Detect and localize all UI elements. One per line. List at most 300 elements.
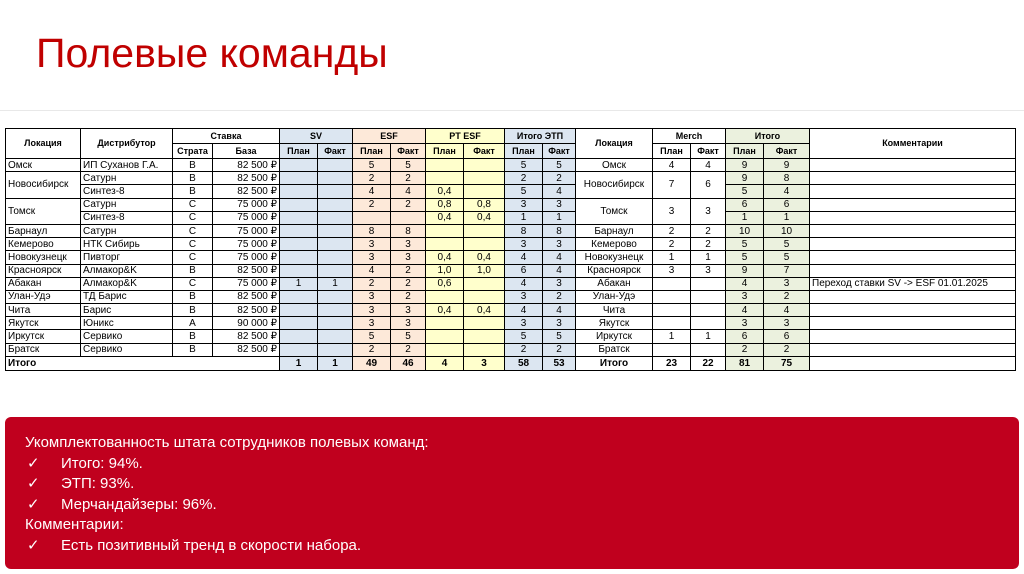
cell-location: Братск	[6, 343, 81, 356]
cell-merch-fact: 6	[691, 172, 726, 198]
banner-item-text: Мерчандайзеры: 96%.	[61, 495, 217, 513]
cell-pt-plan	[426, 317, 464, 330]
cell-merch-plan: 1	[653, 330, 691, 343]
cell-etp-plan: 8	[505, 224, 543, 237]
cell-base: 82 500 ₽	[213, 304, 280, 317]
header-etp-plan: План	[505, 144, 543, 159]
cell-strata: B	[173, 290, 213, 303]
cell-total-plan: 9	[726, 159, 764, 172]
cell-merch-plan: 3	[653, 198, 691, 224]
cell-location: Кемерово	[6, 238, 81, 251]
cell-total-fact: 2	[764, 290, 810, 303]
cell-pt-plan: 0,4	[426, 304, 464, 317]
cell-sv-plan	[280, 238, 318, 251]
header-location: Локация	[6, 129, 81, 159]
totals-esf-plan: 49	[353, 356, 391, 370]
cell-comment	[810, 251, 1016, 264]
cell-location-2: Абакан	[576, 277, 653, 290]
cell-total-plan: 2	[726, 343, 764, 356]
cell-strata: C	[173, 198, 213, 211]
cell-esf-fact: 4	[391, 185, 426, 198]
cell-total-plan: 5	[726, 251, 764, 264]
cell-distributor: Сатурн	[81, 198, 173, 211]
cell-pt-plan	[426, 330, 464, 343]
cell-merch-plan: 4	[653, 159, 691, 172]
checkmark-icon: ✓	[27, 475, 40, 492]
cell-etp-plan: 2	[505, 172, 543, 185]
cell-merch-fact	[691, 304, 726, 317]
cell-base: 82 500 ₽	[213, 290, 280, 303]
cell-distributor: Синтез-8	[81, 211, 173, 224]
cell-etp-plan: 4	[505, 304, 543, 317]
cell-merch-fact	[691, 317, 726, 330]
cell-location: Барнаул	[6, 224, 81, 237]
cell-pt-plan: 0,8	[426, 198, 464, 211]
cell-total-fact: 5	[764, 238, 810, 251]
cell-esf-fact	[391, 211, 426, 224]
cell-total-fact: 3	[764, 277, 810, 290]
cell-esf-fact: 2	[391, 172, 426, 185]
cell-distributor: Сатурн	[81, 172, 173, 185]
cell-distributor: НТК Сибирь	[81, 238, 173, 251]
cell-distributor: Алмакор&K	[81, 264, 173, 277]
cell-sv-plan: 1	[280, 277, 318, 290]
cell-esf-plan: 3	[353, 304, 391, 317]
cell-distributor: Сервико	[81, 330, 173, 343]
cell-esf-fact: 3	[391, 238, 426, 251]
cell-total-fact: 4	[764, 304, 810, 317]
cell-sv-plan	[280, 159, 318, 172]
cell-etp-fact: 2	[543, 290, 576, 303]
cell-base: 82 500 ₽	[213, 330, 280, 343]
cell-esf-plan	[353, 211, 391, 224]
cell-merch-plan	[653, 317, 691, 330]
table-row	[6, 251, 1016, 264]
cell-base: 75 000 ₽	[213, 198, 280, 211]
table-row	[6, 343, 1016, 356]
cell-distributor: ТД Барис	[81, 290, 173, 303]
cell-esf-fact: 2	[391, 198, 426, 211]
cell-sv-fact	[318, 198, 353, 211]
cell-total-plan: 6	[726, 198, 764, 211]
cell-merch-plan: 3	[653, 264, 691, 277]
totals-row	[6, 356, 1016, 370]
header-merch-fact: Факт	[691, 144, 726, 159]
cell-location: Новокузнецк	[6, 251, 81, 264]
totals-total-plan: 81	[726, 356, 764, 370]
cell-pt-plan	[426, 343, 464, 356]
cell-location: Новосибирск	[6, 172, 81, 198]
cell-sv-fact	[318, 224, 353, 237]
cell-total-fact: 6	[764, 330, 810, 343]
cell-distributor: Сатурн	[81, 224, 173, 237]
cell-total-fact: 2	[764, 343, 810, 356]
cell-merch-fact: 3	[691, 264, 726, 277]
cell-pt-fact	[464, 185, 505, 198]
cell-esf-plan: 5	[353, 159, 391, 172]
cell-sv-fact	[318, 317, 353, 330]
cell-location: Абакан	[6, 277, 81, 290]
cell-distributor: ИП Суханов Г.А.	[81, 159, 173, 172]
table-row	[6, 159, 1016, 172]
cell-strata: C	[173, 277, 213, 290]
cell-distributor: Алмакор&K	[81, 277, 173, 290]
header-pt-esf: PT ESF	[426, 129, 505, 144]
header-esf-fact: Факт	[391, 144, 426, 159]
cell-sv-fact	[318, 264, 353, 277]
cell-comment	[810, 304, 1016, 317]
cell-sv-plan	[280, 317, 318, 330]
cell-esf-fact: 3	[391, 317, 426, 330]
cell-pt-fact: 0,4	[464, 304, 505, 317]
checkmark-icon: ✓	[27, 536, 40, 554]
cell-pt-fact	[464, 317, 505, 330]
cell-pt-fact: 0,4	[464, 211, 505, 224]
cell-pt-plan: 0,4	[426, 185, 464, 198]
cell-total-plan: 3	[726, 290, 764, 303]
page-title: Полевые команды	[36, 30, 388, 76]
cell-comment	[810, 290, 1016, 303]
cell-base: 75 000 ₽	[213, 224, 280, 237]
header-base: База	[213, 144, 280, 159]
cell-merch-fact: 1	[691, 330, 726, 343]
cell-location-2: Барнаул	[576, 224, 653, 237]
table-row	[6, 264, 1016, 277]
cell-esf-plan: 3	[353, 290, 391, 303]
cell-distributor: Юникс	[81, 317, 173, 330]
cell-pt-fact: 0,4	[464, 251, 505, 264]
totals-total-fact: 75	[764, 356, 810, 370]
cell-esf-plan: 2	[353, 343, 391, 356]
cell-pt-fact	[464, 330, 505, 343]
cell-etp-fact: 3	[543, 198, 576, 211]
cell-strata: C	[173, 238, 213, 251]
cell-location-2: Красноярск	[576, 264, 653, 277]
cell-strata: B	[173, 304, 213, 317]
cell-total-fact: 6	[764, 198, 810, 211]
cell-merch-plan	[653, 304, 691, 317]
cell-merch-plan: 2	[653, 224, 691, 237]
cell-pt-plan	[426, 172, 464, 185]
header-sv: SV	[280, 129, 353, 144]
cell-etp-plan: 2	[505, 343, 543, 356]
table-row	[6, 330, 1016, 343]
cell-pt-plan	[426, 290, 464, 303]
cell-base: 82 500 ₽	[213, 264, 280, 277]
cell-etp-plan: 5	[505, 159, 543, 172]
table-row	[6, 185, 1016, 198]
totals-sv-fact: 1	[318, 356, 353, 370]
cell-comment	[810, 330, 1016, 343]
cell-total-plan: 5	[726, 238, 764, 251]
cell-distributor: Сервико	[81, 343, 173, 356]
table-row	[6, 317, 1016, 330]
cell-location: Улан-Удэ	[6, 290, 81, 303]
cell-location-2: Омск	[576, 159, 653, 172]
header-total: Итого	[726, 129, 810, 144]
cell-comment: Переход ставки SV -> ESF 01.01.2025	[810, 277, 1016, 290]
banner-comment-text: Есть позитивный тренд в скорости набора.	[61, 536, 362, 554]
cell-strata: B	[173, 343, 213, 356]
cell-pt-fact	[464, 238, 505, 251]
cell-pt-plan: 0,6	[426, 277, 464, 290]
cell-total-plan: 9	[726, 172, 764, 185]
cell-strata: A	[173, 317, 213, 330]
cell-base: 75 000 ₽	[213, 238, 280, 251]
banner-comment	[25, 536, 1019, 557]
cell-etp-fact: 4	[543, 251, 576, 264]
cell-base: 75 000 ₽	[213, 251, 280, 264]
cell-sv-plan	[280, 224, 318, 237]
banner-item	[25, 454, 1019, 475]
table-row	[6, 290, 1016, 303]
cell-sv-fact	[318, 185, 353, 198]
cell-etp-plan: 3	[505, 290, 543, 303]
cell-etp-fact: 3	[543, 317, 576, 330]
cell-etp-plan: 3	[505, 238, 543, 251]
cell-esf-plan: 3	[353, 251, 391, 264]
cell-esf-fact: 2	[391, 277, 426, 290]
cell-comment	[810, 317, 1016, 330]
cell-pt-fact	[464, 172, 505, 185]
table-row	[6, 224, 1016, 237]
cell-location: Омск	[6, 159, 81, 172]
cell-esf-plan: 2	[353, 172, 391, 185]
cell-pt-fact	[464, 224, 505, 237]
cell-total-fact: 9	[764, 159, 810, 172]
cell-esf-plan: 8	[353, 224, 391, 237]
cell-location: Томск	[6, 198, 81, 224]
cell-merch-fact: 1	[691, 251, 726, 264]
cell-pt-plan	[426, 224, 464, 237]
cell-comment	[810, 159, 1016, 172]
table-row	[6, 277, 1016, 290]
cell-merch-plan	[653, 277, 691, 290]
cell-etp-fact: 8	[543, 224, 576, 237]
header-pt-plan: План	[426, 144, 464, 159]
cell-sv-fact	[318, 330, 353, 343]
cell-esf-plan: 4	[353, 185, 391, 198]
header-total-plan: План	[726, 144, 764, 159]
header-etp-fact: Факт	[543, 144, 576, 159]
cell-total-plan: 6	[726, 330, 764, 343]
cell-strata: C	[173, 224, 213, 237]
cell-base: 90 000 ₽	[213, 317, 280, 330]
cell-strata: B	[173, 185, 213, 198]
cell-location: Якутск	[6, 317, 81, 330]
cell-base: 82 500 ₽	[213, 159, 280, 172]
cell-etp-plan: 1	[505, 211, 543, 224]
totals-pt-plan: 4	[426, 356, 464, 370]
totals-merch-fact: 22	[691, 356, 726, 370]
cell-etp-fact: 4	[543, 264, 576, 277]
header-esf-plan: План	[353, 144, 391, 159]
totals-comment	[810, 356, 1016, 370]
cell-sv-plan	[280, 330, 318, 343]
cell-etp-plan: 5	[505, 330, 543, 343]
header-distributor: Дистрибутор	[81, 129, 173, 159]
cell-base: 82 500 ₽	[213, 172, 280, 185]
cell-esf-fact: 8	[391, 224, 426, 237]
cell-base: 82 500 ₽	[213, 343, 280, 356]
cell-merch-plan	[653, 343, 691, 356]
cell-pt-plan	[426, 238, 464, 251]
cell-merch-plan: 7	[653, 172, 691, 198]
cell-etp-fact: 5	[543, 330, 576, 343]
cell-sv-fact	[318, 211, 353, 224]
cell-merch-fact: 2	[691, 238, 726, 251]
cell-base: 75 000 ₽	[213, 211, 280, 224]
header-sv-fact: Факт	[318, 144, 353, 159]
cell-total-fact: 3	[764, 317, 810, 330]
cell-etp-plan: 4	[505, 251, 543, 264]
table-row	[6, 198, 1016, 211]
cell-pt-plan: 0,4	[426, 211, 464, 224]
table-row	[6, 238, 1016, 251]
title-divider	[0, 110, 1024, 111]
totals-pt-fact: 3	[464, 356, 505, 370]
cell-sv-fact	[318, 343, 353, 356]
cell-sv-fact: 1	[318, 277, 353, 290]
cell-base: 82 500 ₽	[213, 185, 280, 198]
cell-comment	[810, 264, 1016, 277]
cell-merch-fact	[691, 277, 726, 290]
banner-comments-heading: Комментарии:	[25, 516, 124, 533]
cell-esf-plan: 2	[353, 277, 391, 290]
cell-esf-plan: 3	[353, 238, 391, 251]
banner-item	[25, 474, 1019, 495]
header-strata: Страта	[173, 144, 213, 159]
field-teams-table	[5, 128, 1016, 371]
cell-merch-fact: 4	[691, 159, 726, 172]
cell-esf-fact: 5	[391, 330, 426, 343]
cell-sv-fact	[318, 304, 353, 317]
cell-location: Чита	[6, 304, 81, 317]
cell-location-2: Новокузнецк	[576, 251, 653, 264]
header-comments: Комментарии	[810, 129, 1016, 159]
header-total-fact: Факт	[764, 144, 810, 159]
cell-pt-fact: 1,0	[464, 264, 505, 277]
cell-strata: B	[173, 264, 213, 277]
cell-etp-plan: 4	[505, 277, 543, 290]
cell-merch-fact	[691, 343, 726, 356]
cell-total-plan: 1	[726, 211, 764, 224]
cell-total-plan: 10	[726, 224, 764, 237]
cell-sv-plan	[280, 185, 318, 198]
cell-sv-fact	[318, 251, 353, 264]
cell-sv-fact	[318, 172, 353, 185]
cell-comment	[810, 172, 1016, 185]
cell-strata: C	[173, 251, 213, 264]
banner-item-text: Итого: 94%.	[61, 454, 143, 472]
table-row	[6, 211, 1016, 224]
header-esf: ESF	[353, 129, 426, 144]
cell-sv-plan	[280, 172, 318, 185]
totals-label-2: Итого	[576, 356, 653, 370]
cell-comment	[810, 343, 1016, 356]
summary-banner	[5, 417, 1019, 569]
cell-merch-plan: 2	[653, 238, 691, 251]
table-row	[6, 172, 1016, 185]
cell-merch-fact: 2	[691, 224, 726, 237]
cell-etp-fact: 4	[543, 304, 576, 317]
cell-total-fact: 4	[764, 185, 810, 198]
cell-comment	[810, 211, 1016, 224]
cell-esf-fact: 2	[391, 343, 426, 356]
cell-etp-plan: 3	[505, 317, 543, 330]
checkmark-icon: ✓	[27, 495, 40, 513]
banner-item-text: ЭТП: 93%.	[61, 475, 135, 492]
totals-etp-plan: 58	[505, 356, 543, 370]
cell-location-2: Томск	[576, 198, 653, 224]
cell-strata: B	[173, 172, 213, 185]
cell-strata: B	[173, 330, 213, 343]
cell-comment	[810, 198, 1016, 211]
cell-total-fact: 10	[764, 224, 810, 237]
cell-esf-plan: 4	[353, 264, 391, 277]
cell-sv-fact	[318, 290, 353, 303]
cell-esf-fact: 2	[391, 264, 426, 277]
cell-location-2: Иркутск	[576, 330, 653, 343]
cell-pt-fact	[464, 290, 505, 303]
cell-location-2: Братск	[576, 343, 653, 356]
header-merch-plan: План	[653, 144, 691, 159]
cell-esf-fact: 5	[391, 159, 426, 172]
cell-etp-fact: 2	[543, 172, 576, 185]
cell-pt-fact	[464, 343, 505, 356]
header-rate: Ставка	[173, 129, 280, 144]
cell-total-fact: 1	[764, 211, 810, 224]
header-sv-plan: План	[280, 144, 318, 159]
cell-total-plan: 5	[726, 185, 764, 198]
cell-location-2: Кемерово	[576, 238, 653, 251]
header-etp-total: Итого ЭТП	[505, 129, 576, 144]
cell-location-2: Чита	[576, 304, 653, 317]
cell-pt-fact	[464, 277, 505, 290]
cell-etp-fact: 3	[543, 238, 576, 251]
cell-merch-fact	[691, 290, 726, 303]
cell-total-plan: 4	[726, 304, 764, 317]
banner-item	[25, 495, 1019, 516]
cell-esf-plan: 3	[353, 317, 391, 330]
cell-sv-plan	[280, 264, 318, 277]
totals-etp-fact: 53	[543, 356, 576, 370]
cell-etp-plan: 6	[505, 264, 543, 277]
cell-pt-plan: 1,0	[426, 264, 464, 277]
cell-sv-plan	[280, 198, 318, 211]
cell-pt-plan	[426, 159, 464, 172]
cell-merch-plan	[653, 290, 691, 303]
cell-total-fact: 5	[764, 251, 810, 264]
cell-etp-fact: 5	[543, 159, 576, 172]
cell-merch-fact: 3	[691, 198, 726, 224]
table-row	[6, 304, 1016, 317]
cell-location: Иркутск	[6, 330, 81, 343]
cell-distributor: Барис	[81, 304, 173, 317]
cell-total-plan: 4	[726, 277, 764, 290]
cell-location-2: Улан-Удэ	[576, 290, 653, 303]
cell-pt-fact	[464, 159, 505, 172]
cell-distributor: Синтез-8	[81, 185, 173, 198]
cell-esf-fact: 3	[391, 251, 426, 264]
header-pt-fact: Факт	[464, 144, 505, 159]
header-merch: Merch	[653, 129, 726, 144]
cell-sv-fact	[318, 159, 353, 172]
cell-esf-plan: 5	[353, 330, 391, 343]
cell-location-2: Якутск	[576, 317, 653, 330]
checkmark-icon: ✓	[27, 454, 40, 472]
cell-merch-plan: 1	[653, 251, 691, 264]
